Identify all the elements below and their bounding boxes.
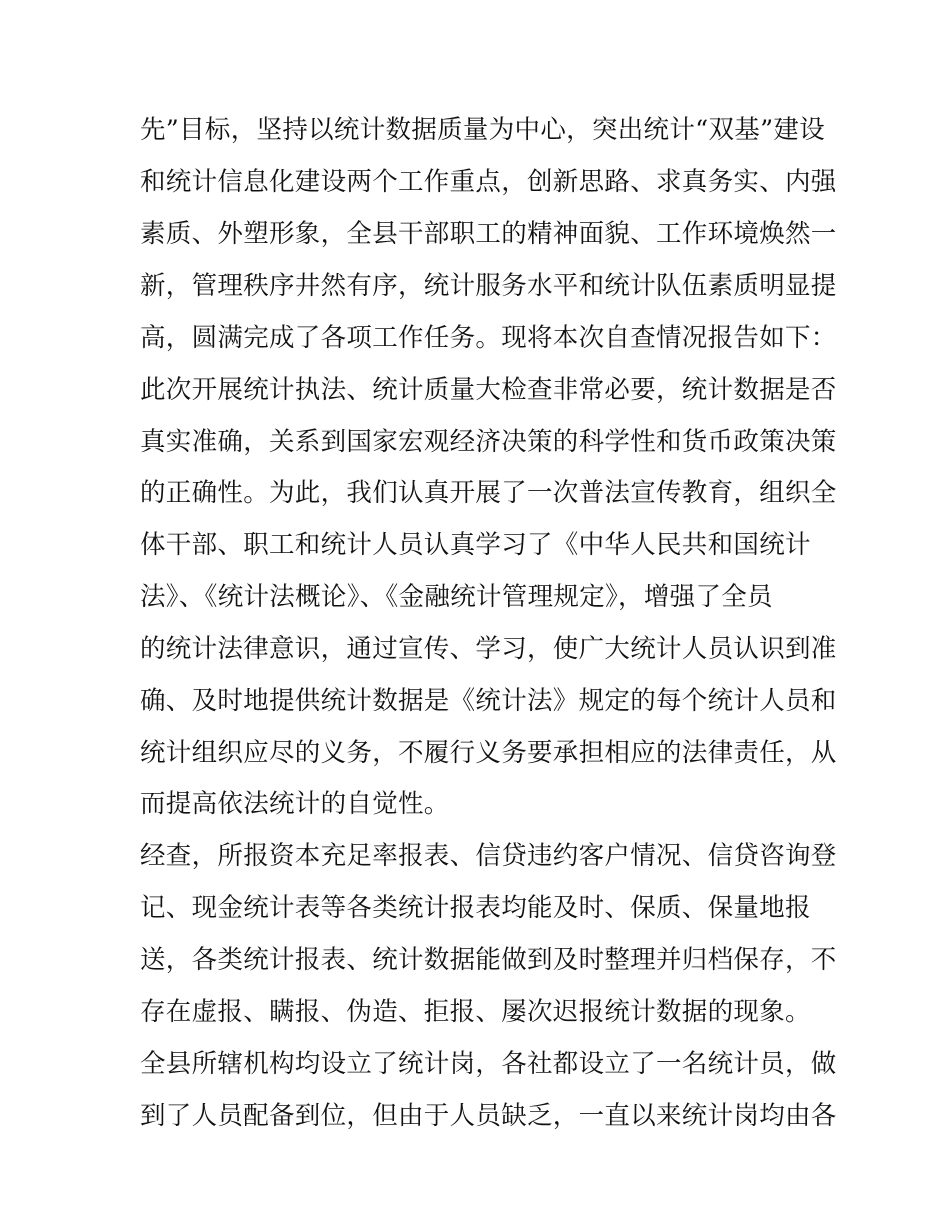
- text-line: 真实准确，关系到国家宏观经济决策的科学性和货币政策决策: [140, 427, 837, 457]
- text-line: 法》、《统计法概论》、《金融统计管理规定》，增强了全员: [140, 582, 773, 612]
- text-line: 素质、外塑形象，全县干部职工的精神面貌、工作环境焕然一: [140, 219, 837, 249]
- text-line: 送，各类统计报表、统计数据能做到及时整理并归档保存，不: [140, 945, 837, 975]
- text-line: 体干部、职工和统计人员认真学习了《中华人民共和国统计: [140, 530, 811, 560]
- text-line: 新，管理秩序井然有序，统计服务水平和统计队伍素质明显提: [140, 271, 837, 301]
- text-line: 和统计信息化建设两个工作重点，创新思路、求真务实、内强: [140, 167, 837, 197]
- text-line: 确、及时地提供统计数据是《统计法》规定的每个统计人员和: [140, 686, 837, 716]
- text-line: 存在虚报、瞒报、伪造、拒报、屡次迟报统计数据的现象。: [140, 997, 811, 1027]
- text-line: 高，圆满完成了各项工作任务。现将本次自查情况报告如下：: [140, 323, 837, 353]
- text-line: 经查，所报资本充足率报表、信贷违约客户情况、信贷咨询登: [140, 841, 837, 871]
- text-line: 的正确性。为此，我们认真开展了一次普法宣传教育，组织全: [140, 478, 837, 508]
- text-line: 统计组织应尽的义务，不履行义务要承担相应的法律责任，从: [140, 738, 837, 768]
- text-line: 此次开展统计执法、统计质量大检查非常必要，统计数据是否: [140, 375, 837, 405]
- text-line: 先”目标，坚持以统计数据质量为中心，突出统计“双基”建设: [140, 115, 826, 145]
- text-line: 而提高依法统计的自觉性。: [140, 789, 450, 819]
- text-line: 记、现金统计表等各类统计报表均能及时、保质、保量地报: [140, 893, 811, 923]
- text-line: 全县所辖机构均设立了统计岗，各社都设立了一名统计员，做: [140, 1049, 837, 1079]
- text-line: 到了人员配备到位，但由于人员缺乏，一直以来统计岗均由各: [140, 1101, 837, 1131]
- text-line: 的统计法律意识，通过宣传、学习，使广大统计人员认识到准: [140, 634, 837, 664]
